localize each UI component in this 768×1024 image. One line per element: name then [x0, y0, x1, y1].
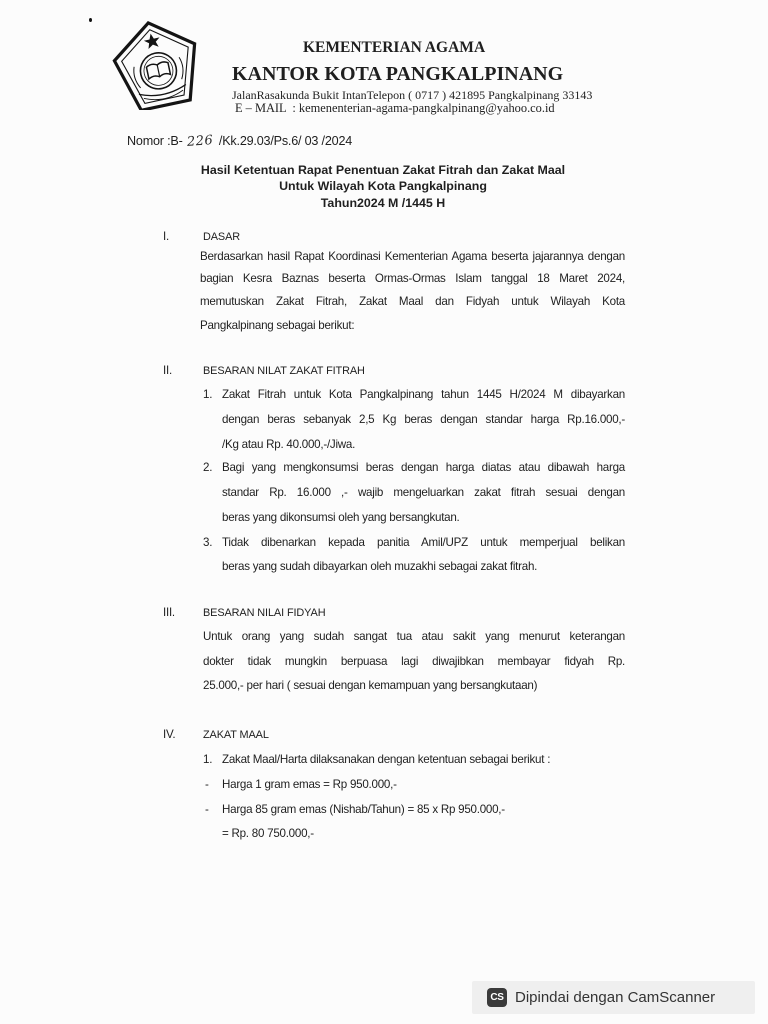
- scan-speck: [89, 18, 92, 22]
- list-item-number: 1.: [203, 753, 213, 766]
- office-name: KANTOR KOTA PANGKALPINANG: [232, 63, 564, 85]
- paragraph-line: dokter tidak mungkin berpuasa lagi diwajibkan membayar fidyah Rp.: [203, 655, 625, 668]
- ministry-name: KEMENTERIAN AGAMA: [303, 39, 486, 56]
- reference-prefix: Nomor :B-: [127, 134, 183, 148]
- list-item-number: 3.: [203, 536, 213, 549]
- email-line: [235, 100, 555, 116]
- bullet-marker: -: [205, 778, 209, 791]
- bullet-line: = Rp. 80 750.000,-: [222, 827, 314, 840]
- section-heading: DASAR: [203, 231, 241, 243]
- section-numeral: I.: [163, 230, 169, 243]
- list-item-line: beras yang sudah dibayarkan oleh muzakhi sebagai zakat fitrah.: [222, 560, 538, 573]
- email-label: E – MAIL :: [235, 101, 296, 115]
- document-title-line: Tahun2024 M /1445 H: [320, 196, 446, 210]
- handwritten-number: 226: [186, 133, 214, 150]
- kemenag-emblem-icon: [112, 18, 202, 110]
- document-title-line: Untuk Wilayah Kota Pangkalpinang: [279, 179, 487, 193]
- list-item-number: 1.: [203, 388, 213, 401]
- email-address: kemenenterian-agama-pangkalpinang@yahoo.co.id: [298, 101, 555, 115]
- list-item-line: Zakat Maal/Harta dilaksanakan dengan ketentuan sebagai berikut :: [222, 753, 551, 766]
- list-item-line: beras yang dikonsumsi oleh yang bersangkutan.: [222, 511, 460, 524]
- list-item-number: 2.: [203, 461, 213, 474]
- office-address: JalanRasakunda Bukit IntanTelepon ( 0717 ) 421895 Pangkalpinang 33143: [232, 88, 593, 102]
- list-item-line: Tidak dibenarkan kepada panitia Amil/UPZ untuk memperjual belikan: [222, 536, 625, 549]
- section-numeral: IV.: [163, 728, 176, 741]
- list-item-line: standar Rp. 16.000 ,- wajib mengeluarkan zakat fitrah sesuai dengan: [222, 486, 625, 499]
- paragraph-line: Pangkalpinang sebagai berikut:: [200, 319, 355, 332]
- paragraph-line: Berdasarkan hasil Rapat Koordinasi Kementerian Agama beserta jajarannya dengan: [200, 250, 625, 263]
- paragraph-line: memutuskan Zakat Fitrah, Zakat Maal dan Fidyah untuk Wilayah Kota: [200, 295, 625, 308]
- reference-number: [127, 133, 352, 150]
- paragraph-line: 25.000,- per hari ( sesuai dengan kemampuan yang bersangkutaan): [203, 679, 538, 692]
- bullet-line: Harga 1 gram emas = Rp 950.000,-: [222, 778, 397, 791]
- list-item-line: dengan beras sebanyak 2,5 Kg beras dengan standar harga Rp.16.000,-: [222, 413, 625, 426]
- paragraph-line: bagian Kesra Baznas beserta Ormas-Ormas Islam tanggal 18 Maret 2024,: [200, 272, 625, 285]
- reference-suffix: /Kk.29.03/Ps.6/ 03 /2024: [218, 134, 353, 148]
- list-item-line: /Kg atau Rp. 40.000,-/Jiwa.: [222, 438, 356, 451]
- camscanner-badge: [472, 981, 755, 1014]
- list-item-line: Bagi yang mengkonsumsi beras dengan harga diatas atau dibawah harga: [222, 461, 625, 474]
- section-heading: BESARAN NILAT ZAKAT FITRAH: [203, 365, 365, 377]
- section-numeral: II.: [163, 364, 172, 377]
- bullet-line: Harga 85 gram emas (Nishab/Tahun) = 85 x Rp 950.000,-: [222, 803, 505, 816]
- list-item-line: Zakat Fitrah untuk Kota Pangkalpinang tahun 1445 H/2024 M dibayarkan: [222, 388, 625, 401]
- camscanner-logo-icon: CS: [487, 988, 507, 1007]
- document-title-line: Hasil Ketentuan Rapat Penentuan Zakat Fitrah dan Zakat Maal: [200, 163, 566, 177]
- bullet-marker: -: [205, 803, 209, 816]
- section-heading: ZAKAT MAAL: [203, 729, 269, 741]
- camscanner-label: Dipindai dengan CamScanner: [515, 989, 716, 1006]
- section-heading: BESARAN NILAI FIDYAH: [203, 607, 326, 619]
- paragraph-line: Untuk orang yang sudah sangat tua atau sakit yang menurut keterangan: [203, 630, 625, 643]
- section-numeral: III.: [163, 606, 175, 619]
